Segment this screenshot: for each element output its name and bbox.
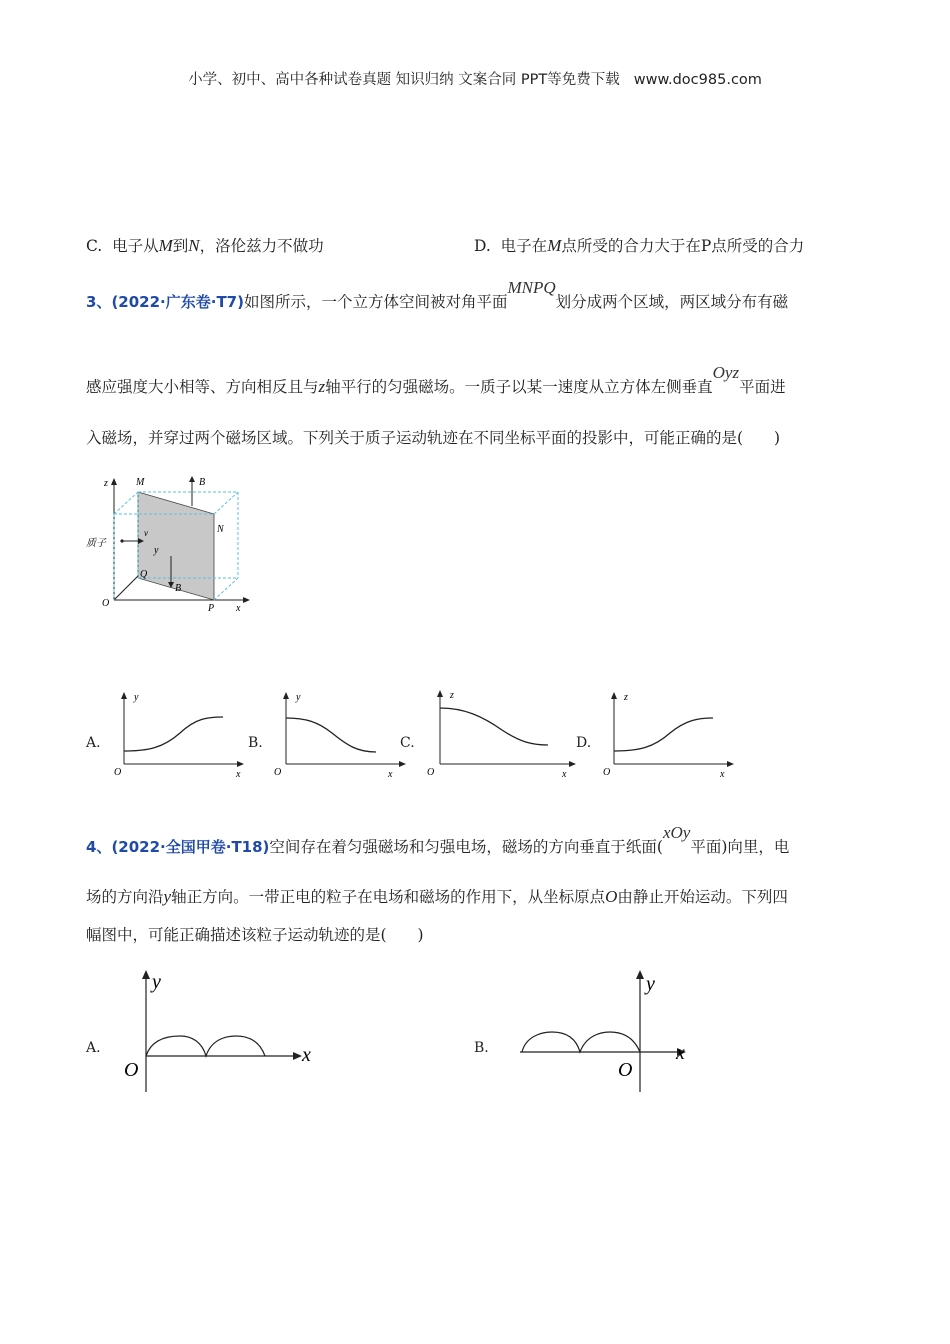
z-arrow-icon — [111, 478, 117, 485]
svg-text:O: O — [427, 767, 435, 778]
svg-text:y: y — [296, 692, 301, 703]
b-up-arrow-icon — [189, 476, 195, 482]
arrow-right-icon — [237, 761, 244, 767]
svg-text:x: x — [388, 769, 393, 780]
trajectory-curve — [440, 708, 548, 745]
arrow-up-icon — [611, 692, 617, 699]
trajectory-curve — [124, 717, 223, 751]
q4-line-2: 场的方向沿y轴正方向。一带正电的粒子在电场和磁场的作用下，从坐标原点O由静止开始运动。下列四 — [86, 887, 788, 906]
svg-text:z: z — [624, 692, 628, 703]
q3-line-3: 入磁场，并穿过两个磁场区域。下列关于质子运动轨迹在不同坐标平面的投影中，可能正确的是( ) — [86, 429, 781, 447]
svg-text:y: y — [646, 973, 655, 995]
option-label: C. — [86, 237, 103, 255]
q4-number: 4、 — [86, 838, 112, 856]
option-d-prev[interactable]: D. 电子在M点所受的合力大于在P点所受的合力 — [474, 236, 805, 255]
arrow-up-icon — [121, 692, 127, 699]
trajectory-curve — [146, 1036, 265, 1056]
svg-text:O: O — [124, 1059, 139, 1081]
q3-option-a-graph[interactable] — [108, 688, 248, 780]
q3-line-1: 3、(2022·广东卷·T7)如图所示，一个立方体空间被对角平面MNPQ划分成两个区域，两区域分布有磁 — [86, 278, 789, 311]
q3-option-c-graph[interactable] — [424, 684, 584, 780]
q4-option-b-label[interactable]: B. — [474, 1040, 489, 1056]
q3-option-b-label[interactable]: B. — [248, 735, 263, 751]
svg-text:O: O — [114, 767, 122, 778]
q3-source: (2022·广东卷·T7) — [111, 293, 244, 311]
option-c-prev[interactable]: C. 电子从M到N，洛伦兹力不做功 — [86, 236, 324, 255]
arrow-up-icon — [142, 970, 150, 979]
page-header — [0, 68, 950, 89]
svg-text:x: x — [720, 769, 725, 780]
trajectory-curve — [286, 718, 376, 752]
label-proton: 质子 — [86, 538, 106, 549]
label-b-bottom: B — [175, 583, 182, 594]
svg-text:y: y — [152, 971, 161, 993]
svg-text:x: x — [302, 1044, 311, 1066]
q3-line-2: 感应强度大小相等、方向相反且与z轴平行的匀强磁场。一质子以某一速度从立方体左侧垂直Oyz平面进 — [86, 363, 786, 396]
arrow-right-icon — [399, 761, 406, 767]
trajectory-curve — [522, 1032, 640, 1052]
label-o: O — [102, 598, 110, 609]
svg-text:y: y — [134, 692, 139, 703]
plane-label: MNPQ — [507, 278, 556, 297]
arrow-up-icon — [437, 690, 443, 697]
svg-text:O: O — [274, 767, 282, 778]
label-p: P — [208, 603, 215, 614]
q3-option-c-label[interactable]: C. — [400, 735, 415, 751]
label-m: M — [136, 477, 145, 488]
q4-option-a-label[interactable]: A. — [86, 1040, 101, 1056]
q3-option-b-graph[interactable] — [270, 688, 410, 780]
label-v: v — [144, 528, 148, 538]
label-n: N — [217, 524, 224, 535]
q3-option-d-label[interactable]: D. — [576, 735, 592, 751]
cube-figure — [84, 470, 254, 620]
q4-source: (2022·全国甲卷·T18) — [111, 838, 270, 856]
label-q: Q — [140, 569, 148, 580]
arrow-right-icon — [727, 761, 734, 767]
header-text: 小学、初中、高中各种试卷真题 知识归纳 文案合同 PPT等免费下载 — [188, 72, 620, 88]
q3-option-a-label[interactable]: A. — [86, 735, 101, 751]
label-y: y — [154, 545, 159, 556]
q3-option-d-graph[interactable] — [598, 688, 738, 780]
x-arrow-icon — [243, 597, 250, 603]
q3-number: 3、 — [86, 293, 112, 311]
svg-text:x: x — [236, 769, 241, 780]
q4-line-3: 幅图中，可能正确描述该粒子运动轨迹的是( ) — [86, 926, 424, 944]
q4-line-1: 4、(2022·全国甲卷·T18)空间存在着匀强磁场和匀强电场，磁场的方向垂直于纸面(xOy平面)向里，电 — [86, 823, 790, 856]
header-url[interactable]: www.doc985.com — [633, 72, 762, 88]
label-z: z — [104, 478, 108, 489]
svg-text:z: z — [450, 690, 454, 701]
arrow-up-icon — [283, 692, 289, 699]
svg-text:x: x — [562, 769, 567, 780]
arrow-right-icon — [293, 1052, 302, 1060]
arrow-up-icon — [636, 970, 644, 979]
q4-option-a-graph[interactable] — [118, 966, 318, 1098]
svg-text:x: x — [676, 1042, 685, 1064]
option-label: D. — [474, 237, 491, 255]
label-b-top: B — [199, 477, 206, 488]
svg-text:O: O — [603, 767, 611, 778]
arrow-right-icon — [569, 761, 576, 767]
trajectory-curve — [614, 718, 713, 751]
label-x: x — [236, 603, 241, 614]
svg-text:O: O — [618, 1059, 633, 1081]
q4-option-b-graph[interactable] — [502, 966, 702, 1098]
